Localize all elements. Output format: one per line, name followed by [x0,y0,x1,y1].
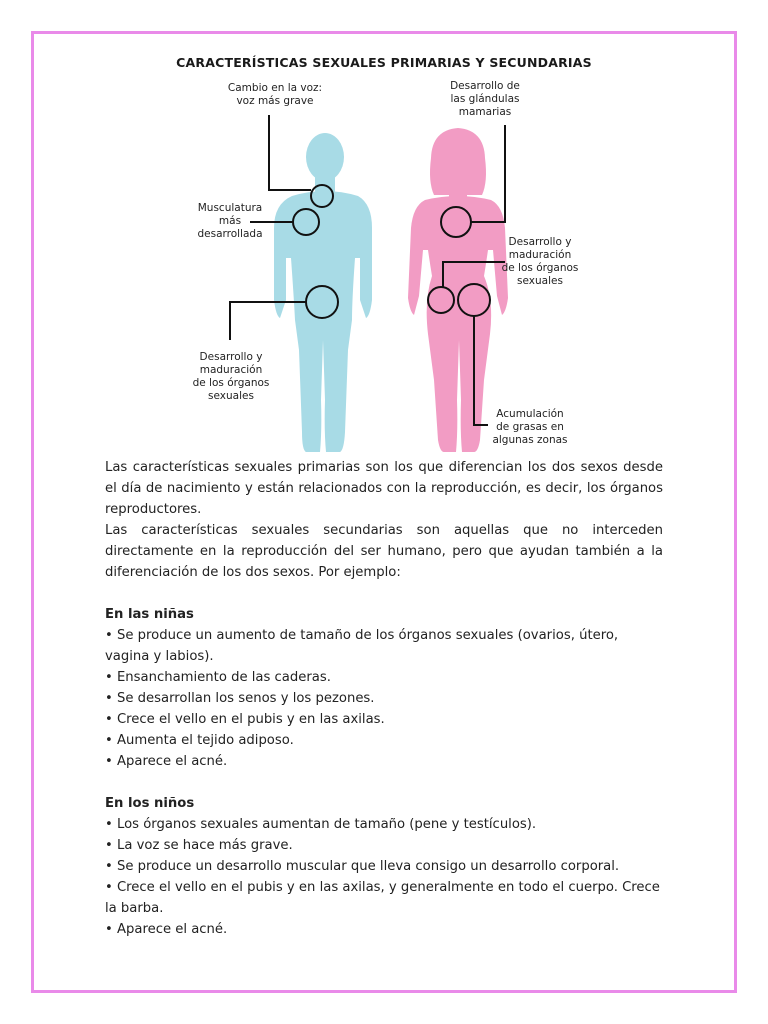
label-female-organs-line1: Desarrollo y [508,236,572,248]
list-item: • Se produce un desarrollo muscular que lleva consigo un desarrollo corporal. [105,859,620,874]
label-breasts-line1: Desarrollo de [450,80,520,92]
list-item: • Ensanchamiento de las caderas. [105,670,331,685]
list-item: • Crece el vello en el pubis y en las axilas. [105,712,385,727]
label-fat [480,408,580,447]
intro-secondary: Las características sexuales secundarias son aquellas que no interceden directamente en la reproducción del ser humano, pero que ayudan también a la diferenciación de los dos sexos. Por ejemplo: [105,523,663,580]
female-hair [430,128,486,195]
body-diagram [0,0,768,460]
body-text [105,457,663,940]
spacer [105,583,663,604]
list-item: • Los órganos sexuales aumentan de tamaño (pene y testículos). [105,817,537,832]
label-breasts-line2: las glándulas [450,93,520,105]
voice-line [269,115,311,190]
label-female-organs-line3: de los órganos [501,262,579,274]
label-female-organs [490,236,590,288]
label-muscles-line2: más [218,215,242,227]
page-title: CARACTERÍSTICAS SEXUALES PRIMARIAS Y SECUNDARIAS [176,55,592,70]
label-muscles [190,202,270,241]
male-figure [274,133,372,452]
girls-heading: En las niñas [105,607,194,622]
label-fat-line2: de grasas en [496,421,564,433]
female-figure [408,128,508,452]
list-item: • Aparece el acné. [105,754,228,769]
list-item: • Aparece el acné. [105,922,228,937]
label-breasts-line3: mamarias [458,106,512,118]
list-item: • Se desarrollan los senos y los pezones. [105,691,375,706]
label-voice [220,82,330,108]
label-fat-line3: algunas zonas [492,434,568,446]
label-breasts [437,80,533,119]
list-item: • Crece el vello en el pubis y en las axilas, y generalmente en todo el cuerpo. Crece la barba. [105,880,660,916]
diagram-svg [0,0,768,460]
label-male-organs [183,351,279,403]
intro-primary: Las características sexuales primarias son los que diferencian los dos sexos desde el día de nacimiento y están relacionados con la reproducción, es decir, los órganos reproductores. [105,460,663,517]
boys-list [105,814,663,940]
list-item: • Se produce un aumento de tamaño de los órganos sexuales (ovarios, útero, vagina y labios). [105,628,619,664]
boys-heading: En los niños [105,796,195,811]
label-male-organs-line1: Desarrollo y [199,351,263,363]
list-item: • Aumenta el tejido adiposo. [105,733,294,748]
label-male-organs-line2: maduración [199,364,263,376]
girls-list [105,625,663,772]
label-female-organs-line4: sexuales [517,275,563,287]
spacer [105,772,663,793]
list-item: • La voz se hace más grave. [105,838,293,853]
male-head [306,133,344,181]
label-voice-line2: voz más grave [236,95,314,107]
label-voice-line1: Cambio en la voz: [227,82,323,94]
label-male-organs-line4: sexuales [208,390,254,402]
label-male-organs-line3: de los órganos [192,377,270,389]
male-torso [274,191,372,452]
label-muscles-line3: desarrollada [197,228,263,240]
label-female-organs-line2: maduración [508,249,572,261]
label-muscles-line1: Musculatura [197,202,263,214]
label-fat-line1: Acumulación [496,408,564,420]
